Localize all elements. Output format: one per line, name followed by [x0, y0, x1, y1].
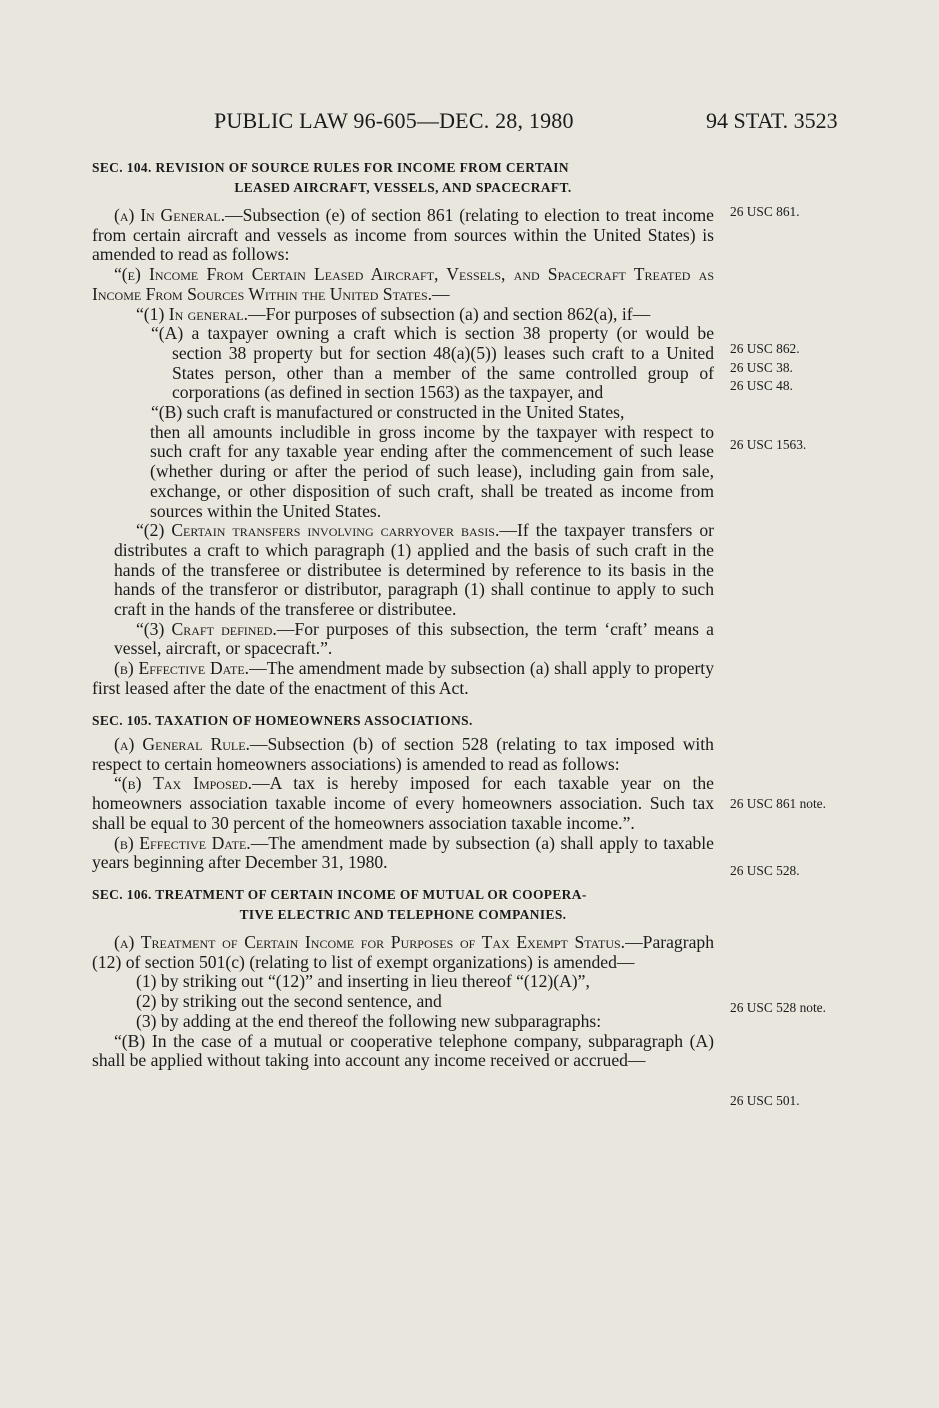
section-104-b — [92, 659, 714, 698]
section-105-quoted-b — [92, 774, 714, 833]
section-104-subparagraph-a: “(A) a taxpayer owning a craft which is section 38 property (or would be section 38 property but for section 48(a)(5)) leases such craft to a United States person, other than a member of the same controlled group of corporations (as defined in section 1563) as the taxpayer, and — [151, 323, 714, 403]
section-105-a — [92, 735, 714, 774]
section-104-heading-line1: SEC. 104. REVISION OF SOURCE RULES FOR INCOME FROM CERTAIN — [92, 160, 569, 175]
section-104-a-text: —Subsection (e) of section 861 (relating to election to treat income from certain aircraft and vessels as income from sources within the United States) is amended to read as follows: — [92, 205, 714, 265]
section-105-a-label: (a) General Rule. — [114, 734, 250, 755]
section-106-heading-line2: TIVE ELECTRIC AND TELEPHONE COMPANIES. — [239, 906, 567, 922]
section-106-a-label: (a) Treatment of Certain Income for Purposes of Tax Exempt Status. — [114, 932, 626, 952]
section-106-item-2: (2) by striking out the second sentence, and — [136, 991, 442, 1012]
document-body — [92, 158, 714, 1071]
section-104-e-label: “(e) Income From Certain Leased Aircraft, Vessels, and Spacecraft Treated as Income From Sources Within the United States. — [92, 264, 714, 304]
section-104-subparagraph-b: “(B) such craft is manufactured or constructed in the United States, — [151, 402, 625, 423]
section-105-b-label: (b) Effective Date. — [114, 832, 251, 853]
margin-note: 26 USC 501. — [730, 1093, 800, 1108]
section-106-item-3: (3) by adding at the end thereof the following new subparagraphs: — [136, 1010, 602, 1031]
section-106-a-text: —Paragraph (12) of section 501(c) (relating to list of exempt organizations) is amended— — [92, 932, 714, 972]
section-104-p2-label: “(2) Certain transfers involving carryover basis. — [136, 520, 500, 541]
section-104-heading-line2: LEASED AIRCRAFT, VESSELS, AND SPACECRAFT. — [234, 179, 572, 195]
section-104-a — [92, 206, 714, 265]
page-header — [0, 108, 939, 138]
section-104-paragraph-3 — [92, 620, 714, 659]
section-104-p3-text: —For purposes of this subsection, the term ‘craft’ means a vessel, aircraft, or spacecraft.”. — [114, 618, 714, 659]
section-105-b — [92, 834, 714, 873]
section-106-heading — [92, 885, 714, 924]
margin-note: 26 USC 528. — [730, 863, 800, 878]
section-104-b-text: —The amendment made by subsection (a) shall apply to property first leased after the date of the enactment of this Act. — [92, 658, 714, 698]
section-104-p3-label: “(3) Craft defined. — [136, 618, 277, 639]
section-105-heading: SEC. 105. TAXATION OF HOMEOWNERS ASSOCIATIONS. — [92, 712, 473, 728]
section-105-b-text: —The amendment made by subsection (a) shall apply to taxable years beginning after December 31, 1980. — [92, 832, 714, 873]
section-104-paragraph-1 — [92, 305, 714, 325]
section-104-a-label: (a) In General. — [114, 205, 225, 225]
section-104-p1-label: “(1) In general. — [136, 303, 249, 324]
section-104-paragraph-2 — [92, 521, 714, 620]
section-106-heading-line1: SEC. 106. TREATMENT OF CERTAIN INCOME OF MUTUAL OR COOPERA- — [92, 887, 587, 902]
section-104-then-clause: then all amounts includible in gross income by the taxpayer with respect to such craft for any taxable year ending after the commencement of such lease (whether during or after the period of such lease), including gain from sale, exchange, or other disposition of such craft, shall be treated as income from sources within the United States. — [150, 421, 714, 521]
section-105-quote-label: “(b) Tax Imposed. — [114, 773, 253, 794]
section-104-p2-text: —If the taxpayer transfers or distributes a craft to which paragraph (1) applied and the basis of such craft in the hands of the transferee or distributee is determined by reference to its basis in the hands of the transferor or distributor, paragraph (1) shall continue to apply to such craft in the hands of the transferee or distributee. — [114, 520, 714, 620]
margin-note: 26 USC 862. — [730, 341, 800, 356]
margin-note: 26 USC 861. — [730, 204, 800, 219]
margin-note: 26 USC 528 note. — [730, 1000, 826, 1015]
section-104-e-heading — [92, 265, 714, 304]
section-106-quoted-b: “(B) In the case of a mutual or cooperative telephone company, subparagraph (A) shall be applied without taking into account any income received or accrued— — [92, 1030, 714, 1071]
section-105-quote-text: —A tax is hereby imposed for each taxable year on the homeowners association taxable income of every homeowners association. Such tax shall be equal to 30 percent of the homeowners association taxable income.”. — [92, 773, 714, 833]
section-104-e-dash: — — [432, 283, 450, 304]
section-104-b-label: (b) Effective Date. — [114, 658, 250, 679]
section-106-item-1: (1) by striking out “(12)” and inserting in lieu thereof “(12)(A)”, — [136, 971, 590, 992]
section-104-p1-text: —For purposes of subsection (a) and section 862(a), if— — [248, 303, 651, 324]
margin-note: 26 USC 38. — [730, 360, 793, 375]
margin-note: 26 USC 1563. — [730, 437, 807, 452]
header-title: PUBLIC LAW 96-605—DEC. 28, 1980 — [214, 108, 574, 133]
margin-note: 26 USC 861 note. — [730, 796, 826, 811]
margin-note: 26 USC 48. — [730, 378, 793, 393]
header-stat-citation: 94 STAT. 3523 — [706, 108, 838, 133]
section-104-heading — [92, 158, 714, 197]
section-106-a — [92, 933, 714, 972]
section-105-a-text: —Subsection (b) of section 528 (relating to tax imposed with respect to certain homeowners associations) is amended to read as follows: — [92, 734, 714, 774]
